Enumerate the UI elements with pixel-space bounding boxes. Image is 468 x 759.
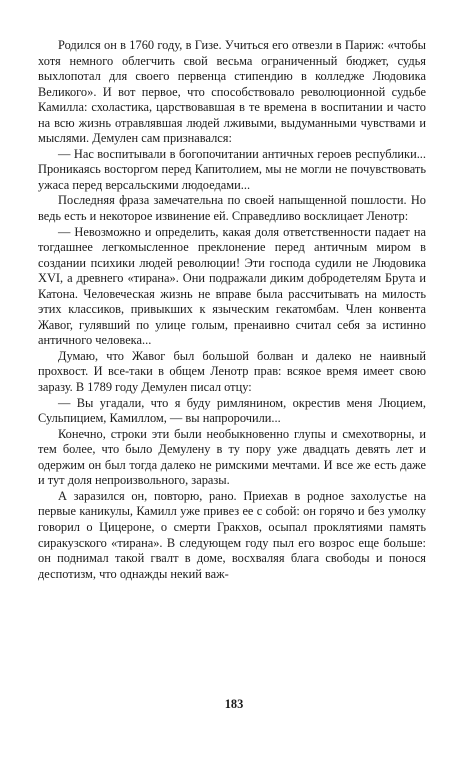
paragraph: — Вы угадали, что я буду римлянином, окрестив меня Люцием, Сульпицием, Камиллом, — вы напророчили... — [38, 395, 426, 426]
paragraph: — Нас воспитывали в богопочитании античных героев республики... Проникаясь восторгом перед Капитолием, мы не могли не почувствовать ужаса перед версальскими людоедами... — [38, 146, 426, 192]
paragraph: Последняя фраза замечательна по своей напыщенной пошлости. Но ведь есть и некоторое извинение ей. Справедливо восклицает Ленотр: — [38, 193, 426, 224]
paragraph: Родился он в 1760 году, в Гизе. Учиться его отвезли в Париж: «чтобы хотя немного облегчить свой весьма ограниченный бюджет, судья выхлопотал для своего первенца стипендию в колледже Людовика Великого». И вот первое, что способствовало революционной судьбе Камилла: схоластика, царствовавшая в те времена в воспитании и часто на всю жизнь отравлявшая людей лживыми, выдуманными чувствами и мыслями. Демулен сам признавался: — [38, 38, 426, 146]
page-text — [38, 38, 426, 582]
paragraph: — Невозможно и определить, какая доля ответственности падает на тогдашнее легкомысленное преклонение перед античным миром в создании психики людей революции! Эти господа судили не Людовика XVI, а древнего «тирана». Они подражали диким добродетелям Брута и Катона. Человеческая жизнь не вправе была рассчитывать на милость этих классиков, привыкших к языческим гекатомбам. Член конвента Жавог, гулявший по улице голым, пренаивно считал себя за истинно античного человека... — [38, 224, 426, 348]
paragraph: Думаю, что Жавог был большой болван и далеко не наивный прохвост. И все-таки в общем Ленотр прав: всякое время имеет свою заразу. В 1789 году Демулен писал отцу: — [38, 348, 426, 395]
paragraph: А заразился он, повторю, рано. Приехав в родное захолустье на первые каникулы, Камилл уже привез ее с собой: он горячо и без умолку говорил о Цицероне, о смерти Гракхов, осыпал проклятиями память сиракузского «тирана». В следующем году пыл его возрос еще больше: он поднимал такой гвалт в доме, восхваляя блага свободы и понося деспотизм, что однажды некий важ- — [38, 488, 426, 581]
page-number: 183 — [224, 697, 244, 711]
paragraph: Конечно, строки эти были необыкновенно глупы и смехотворны, и тем более, что было Демулену в ту пору уже двадцать девять лет и одержим он был тогда далеко не римскими мечтами. И все же есть даже и тут доля непроизвольного, заразы. — [38, 426, 426, 488]
